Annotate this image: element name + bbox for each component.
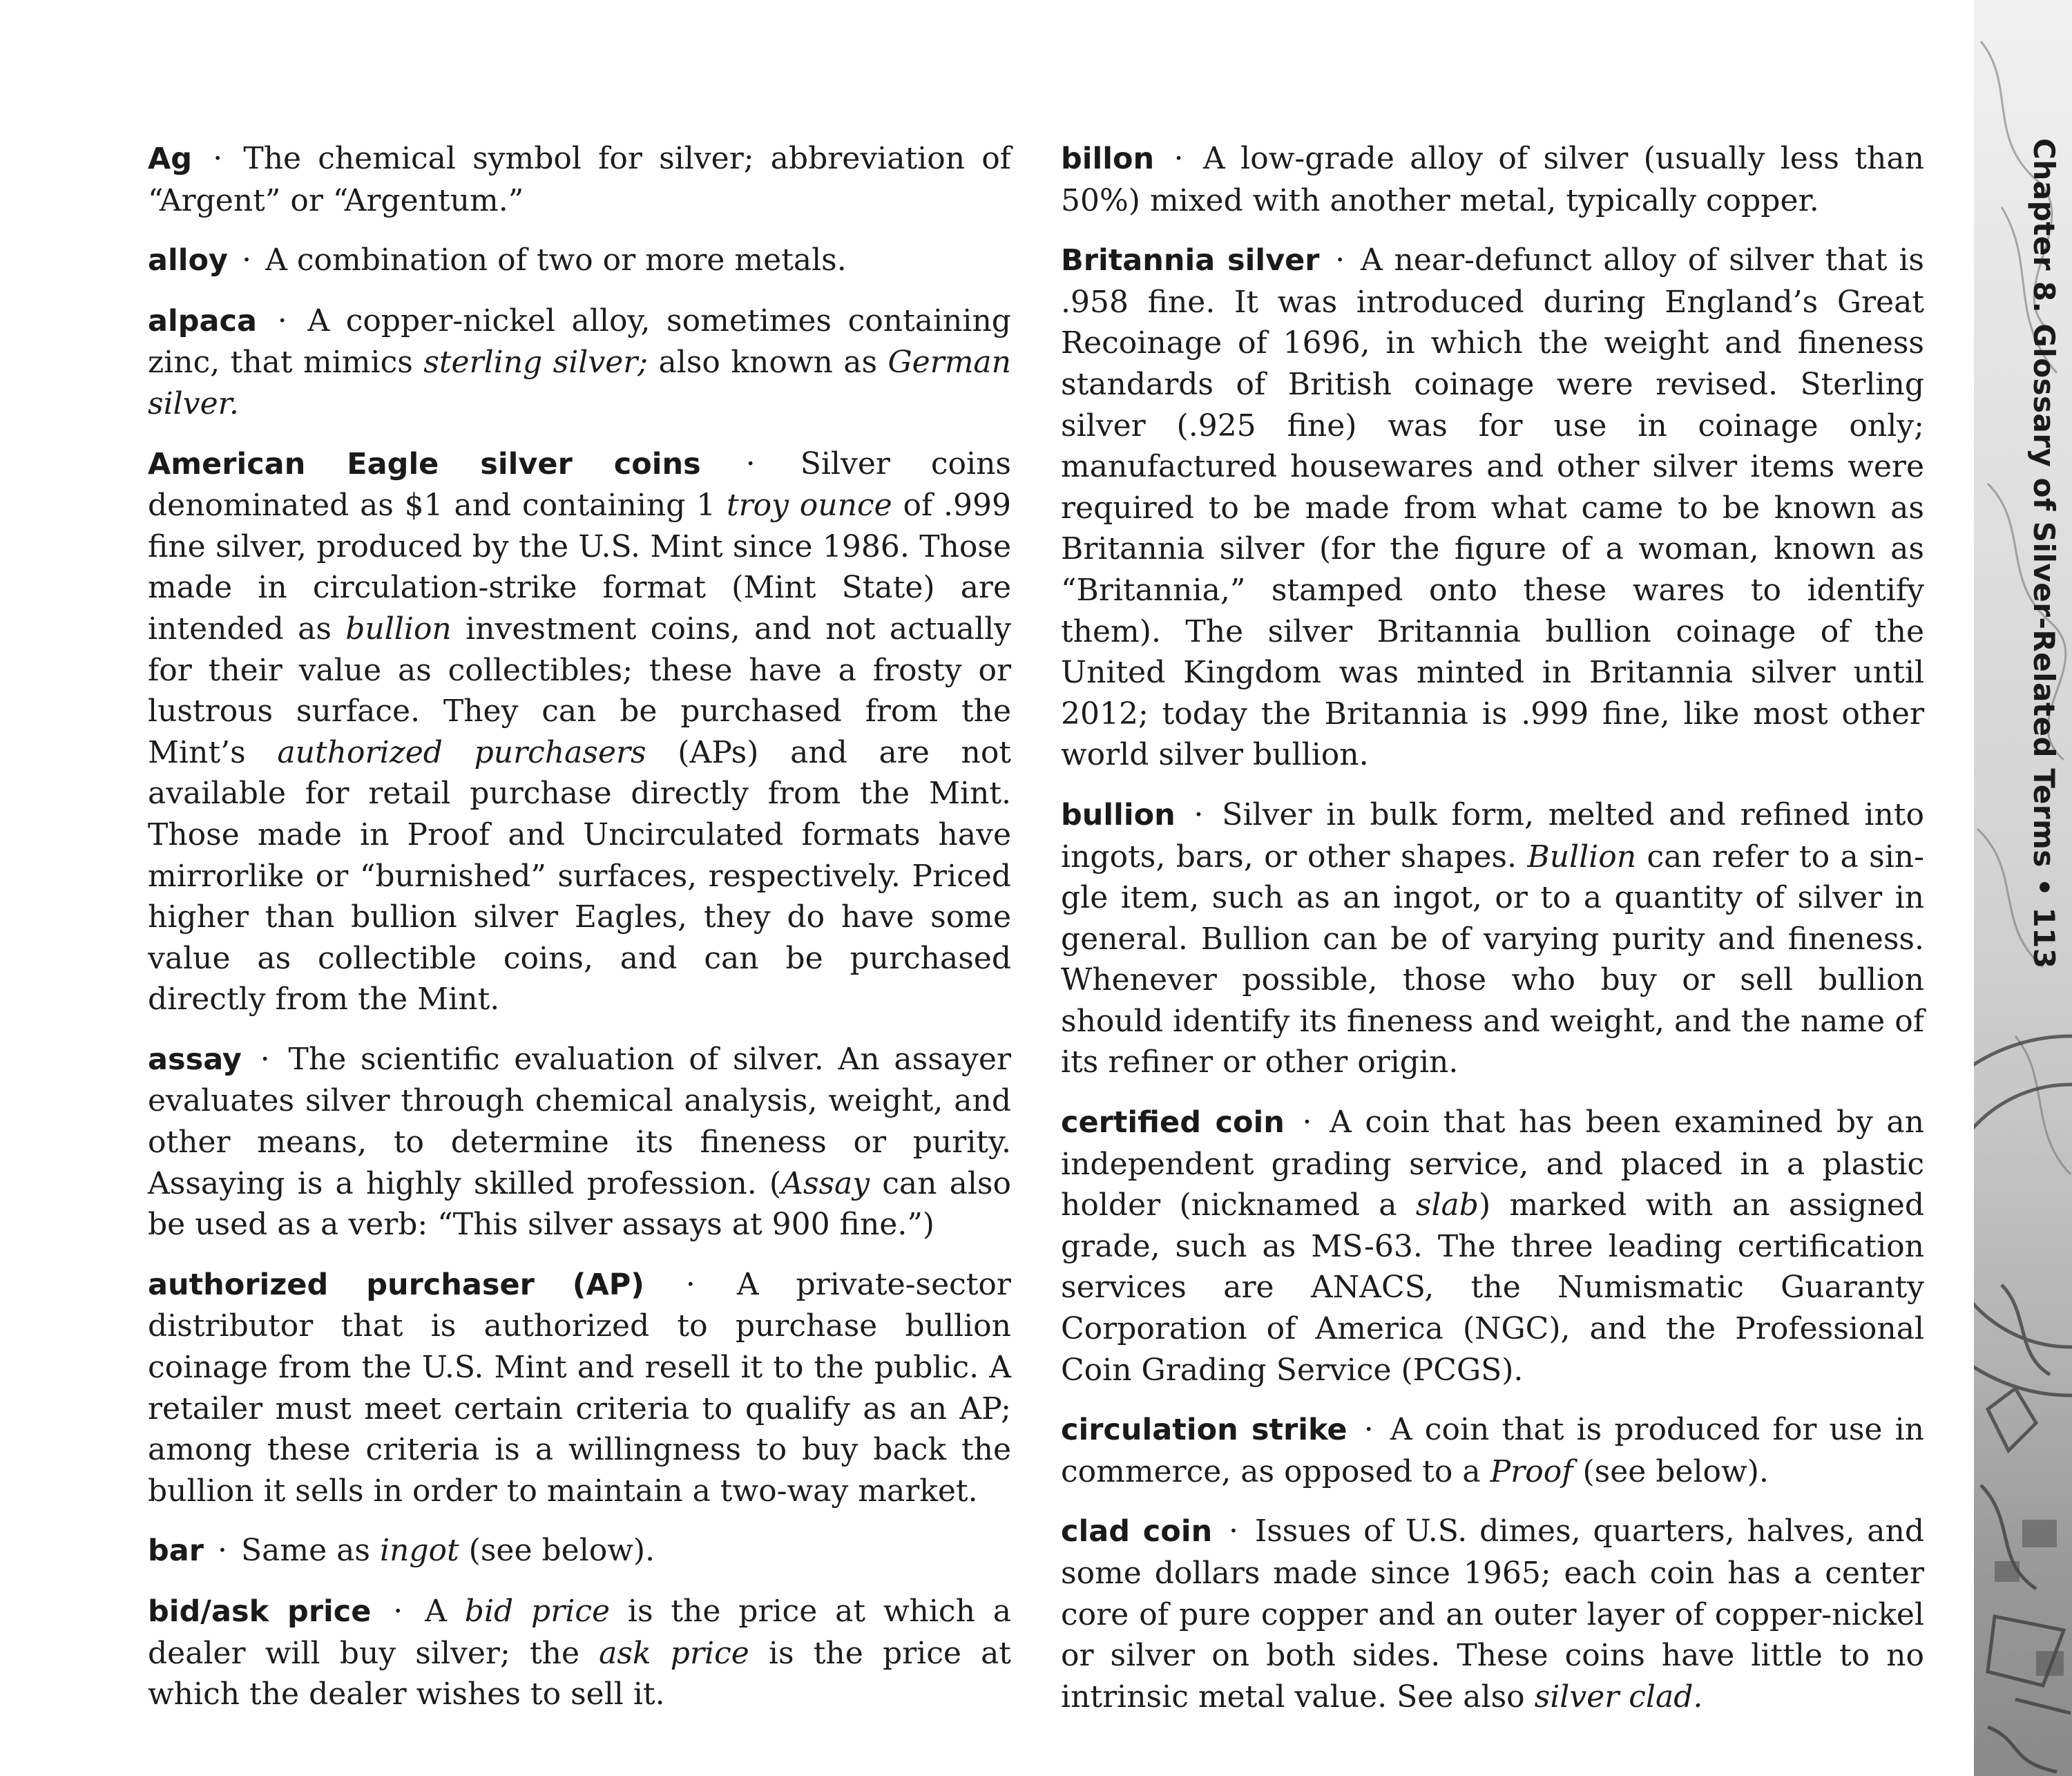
glossary-entry — [148, 1530, 1011, 1572]
glossary-entry — [148, 443, 1011, 1020]
term-separator: · — [213, 141, 223, 176]
definition-text: A combination of two or more metals. — [265, 242, 847, 278]
definition-text: can refer to a single item, such as an ingot, or to a quantity of silver in general. Bullion can be of varying purity and fineness. Whenever possible, those who buy or sell bullion should identify its fineness and weight, and the name of its refiner or other origin. — [1061, 839, 1925, 1080]
term-separator: · — [277, 303, 287, 338]
definition-text: can also be used as a verb: “This silver assays at 900 fine.”) — [148, 1165, 1012, 1243]
definition-text: Same as — [241, 1533, 380, 1569]
definition-text: (see below). — [459, 1533, 655, 1569]
definition-text: A near-defunct alloy of silver that is .958 fine. It was introduced during England’s Great Recoinage of 1696, in which the weight and fineness standards of British coinage were revised. Sterling silver (.925 fine) was for use in coinage only; manufactured housewares and other silver items were required to be made from what came to be known as Britannia silver (for the figure of a woman, known as “Britannia,” stamped onto these wares to identify them). The silver Britannia bullion coinage of the United Kingdom was minted in Britannia silver until 2012; today the Britannia is .999 fine, like most other world silver bullion. — [1061, 242, 1924, 773]
term-separator: · — [1229, 1514, 1239, 1549]
term-separator: · — [745, 446, 756, 481]
definition-text: The scientific evaluation of silver. An assayer evaluates silver through chemical analysis, weight, and other means, to determine its fineness or purity. Assaying is a highly skilled profession. ( — [148, 1041, 1011, 1201]
glossary-term: bullion — [1061, 797, 1176, 832]
definition-text: Silver in bulk form, melted and refined into ingots, bars, or other shapes. — [1061, 796, 1924, 875]
term-separator: · — [218, 1533, 228, 1569]
definition-italic-text: authorized purchasers — [277, 734, 646, 770]
glossary-term: American Eagle silver coins — [148, 446, 701, 481]
glossary-definition — [1061, 242, 1924, 772]
glossary-term: billon — [1061, 142, 1155, 176]
definition-italic-text: silver clad. — [1534, 1679, 1703, 1715]
glossary-definition — [148, 1267, 1011, 1509]
glossary-term: alloy — [148, 243, 229, 278]
definition-text: A — [425, 1594, 465, 1629]
definition-italic-text: Assay — [781, 1165, 870, 1201]
definition-text: Issues of U.S. dimes, quarters, halves, and some dollars made since 1965; each coin has a center core of pure copper and an outer layer of copper-nickel or silver on both sides. These coins have little to no intrinsic metal value. See also — [1061, 1514, 1924, 1715]
glossary-entry — [148, 240, 1011, 282]
definition-text: investment coins, and not actually for their value as collectibles; these have a frosty or lustrous surface. They can be purchased from the Mint’s — [148, 611, 1012, 770]
definition-text: is the price at which the dealer wishes to sell it. — [148, 1635, 1011, 1712]
glossary-entry — [148, 1039, 1011, 1245]
definition-italic-text: German silver. — [148, 345, 1011, 421]
definition-italic-text: Bullion — [1527, 839, 1637, 875]
glossary-definition — [265, 242, 847, 278]
glossary-term: bar — [148, 1534, 204, 1569]
glossary-definition — [1061, 1105, 1924, 1388]
glossary-column-right — [1061, 138, 1924, 1736]
glossary-definition — [148, 141, 1011, 218]
glossary-definition — [1061, 797, 1924, 1080]
glossary-term: bid/ask price — [148, 1594, 372, 1629]
term-separator: · — [1173, 141, 1184, 176]
definition-text: (APs) and are not available for retail purchase directly from the Mint. Those made in Proof and Uncirculated formats have mirrorlike or “burnished” surfaces, respectively. Priced higher than bullion silver Eagles, they do have some value as collectible coins, and can be purchased directly from the Mint. — [148, 734, 1011, 1018]
page-number: 113 — [2027, 907, 2061, 969]
definition-italic-text: bid price — [464, 1594, 611, 1629]
glossary-entry — [148, 138, 1011, 221]
definition-text: A low-grade alloy of silver (usually less than 50%) mixed with another metal, typically copper. — [1061, 141, 1924, 218]
glossary-term: clad coin — [1061, 1514, 1213, 1549]
definition-italic-text: ask price — [599, 1635, 749, 1671]
term-separator: · — [685, 1266, 696, 1302]
glossary-entry — [148, 300, 1011, 425]
definition-italic-text: ingot — [379, 1533, 459, 1569]
glossary-entry — [1061, 794, 1924, 1083]
glossary-definition — [148, 446, 1011, 1018]
definition-text: also known as — [648, 345, 888, 381]
definition-italic-text: troy ounce — [726, 488, 892, 524]
glossary-entry — [1061, 1511, 1924, 1717]
glossary-term: assay — [148, 1042, 242, 1077]
definition-text: of .999 fine silver, produced by the U.S. Mint since 1986. Those made in circulation-strike format (Mint State) are intended as — [148, 488, 1012, 647]
definition-italic-text: slab — [1415, 1187, 1479, 1223]
glossary-term: authorized purchaser (AP) — [148, 1267, 644, 1302]
definition-text: A private-sector distributor that is authorized to purchase bullion coinage from the U.S. Mint and resell it to the public. A retailer must meet certain criteria to qualify as an AP; among these criteria is a willingness to buy back the bullion it sells in order to maintain a two-way market. — [148, 1266, 1011, 1509]
glossary-entry — [148, 1591, 1011, 1715]
definition-text: is the price at which a dealer will buy silver; the — [148, 1594, 1012, 1671]
term-separator: · — [1193, 796, 1204, 832]
glossary-entry — [1061, 1409, 1924, 1492]
definition-text: ) marked with an assigned grade, such as MS-63. The three leading certification services are ANACS, the Numismatic Guaranty Corporation of America (NGC), and the Professional Coin Grading Service (PCGS). — [1061, 1187, 1924, 1388]
chapter-title: Chapter 8. Glossary of Silver-Related Terms — [2027, 138, 2061, 868]
definition-text: (see below). — [1573, 1453, 1769, 1489]
glossary-definition — [148, 1042, 1011, 1242]
definition-text: The chemical symbol for silver; abbreviation of “Argent” or “Argentum.” — [148, 141, 1011, 218]
definition-italic-text: bullion — [345, 611, 452, 647]
glossary-term: certified coin — [1061, 1105, 1285, 1140]
glossary-term: circulation strike — [1061, 1413, 1347, 1448]
glossary-term: alpaca — [148, 303, 258, 338]
definition-text: A coin that is produced for use in commerce, as opposed to a — [1061, 1412, 1924, 1489]
running-head — [2027, 138, 2061, 969]
definition-text: Silver coins denominated as $1 and containing 1 — [148, 446, 1012, 524]
glossary-definition — [241, 1533, 655, 1568]
term-separator: · — [393, 1594, 403, 1629]
glossary-term: Britannia silver — [1061, 243, 1320, 278]
definition-italic-text: sterling silver; — [423, 345, 649, 381]
glossary-entry — [1061, 240, 1924, 776]
glossary-term: Ag — [148, 142, 193, 176]
definition-text: A coin that has been examined by an independent grading service, and placed in a plastic holder (nicknamed a — [1061, 1105, 1925, 1223]
term-separator: · — [1302, 1105, 1312, 1140]
term-separator: · — [260, 1041, 270, 1077]
glossary-entry — [1061, 1102, 1924, 1391]
glossary-entry — [1061, 138, 1924, 221]
definition-text: A copper-nickel alloy, sometimes containing zinc, that mimics — [148, 303, 1011, 381]
glossary-column-left — [148, 138, 1011, 1734]
glossary-definition — [1061, 141, 1924, 218]
term-separator: · — [242, 242, 252, 278]
definition-italic-text: Proof — [1490, 1453, 1573, 1489]
glossary-entry — [148, 1264, 1011, 1512]
bullet-separator: • — [2027, 877, 2061, 897]
term-separator: · — [1335, 242, 1345, 278]
term-separator: · — [1363, 1412, 1374, 1448]
